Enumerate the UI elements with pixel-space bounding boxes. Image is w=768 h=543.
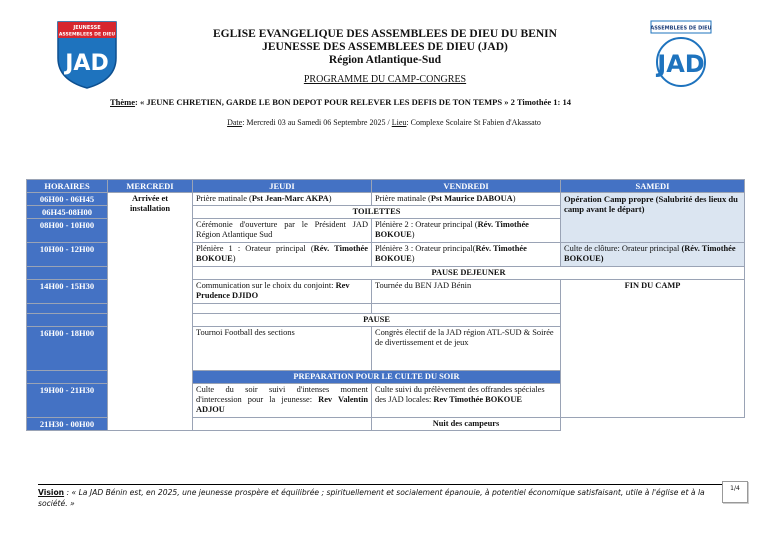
- date-place-line: [0, 118, 768, 127]
- table-row: [27, 193, 745, 206]
- mercredi-arrival-cell: Arrivée et installation: [108, 193, 193, 431]
- time-cell-empty: [27, 314, 108, 327]
- time-cell: 10H00 - 12H00: [27, 243, 108, 267]
- vendredi-congres-cell: Congrès électif de la JAD région ATL-SUD & Soirée de divertissement et de jeux: [372, 327, 561, 371]
- jad-logo-left: [54, 18, 120, 90]
- vision-label: Vision: [38, 488, 65, 497]
- header-church-name: EGLISE EVANGELIQUE DES ASSEMBLEES DE DIEU DU BENIN: [213, 28, 557, 40]
- col-header-mercredi: MERCREDI: [108, 180, 193, 193]
- header-region: Région Atlantique-Sud: [328, 54, 442, 66]
- preparation-cell: PREPARATION POUR LE CULTE DU SOIR: [193, 371, 561, 384]
- vendredi-prayer-cell: Prière matinale (Pst Maurice DABOUA): [372, 193, 561, 206]
- theme-text: : « JEUNE CHRETIEN, GARDE LE BON DEPOT POUR RELEVER LES DEFIS DE TON TEMPS » 2 Timothée 1: 14: [135, 97, 571, 107]
- empty-cell: [193, 304, 372, 314]
- pause-dejeuner-cell: PAUSE DEJEUNER: [193, 267, 745, 280]
- jeudi-prayer-cell: Prière matinale (Pst Jean-Marc AKPA): [193, 193, 372, 206]
- jeudi-communication-cell: Communication sur le choix du conjoint: Rev Prudence DJIDO: [193, 280, 372, 304]
- empty-cell: [372, 304, 561, 314]
- theme-label: Thème: [110, 97, 136, 107]
- header-youth-name: JEUNESSE DES ASSEMBLEES DE DIEU (JAD): [262, 41, 508, 53]
- time-cell: 21H30 - 00H00: [27, 418, 108, 431]
- samedi-operation-cell: Opération Camp propre (Salubrité des lieux du camp avant le départ): [561, 193, 745, 243]
- time-cell-empty: [27, 267, 108, 280]
- col-header-jeudi: JEUDI: [193, 180, 372, 193]
- pause-cell: PAUSE: [193, 314, 561, 327]
- time-cell-empty: [27, 371, 108, 384]
- empty-cell: [193, 418, 372, 431]
- place-text: : Complexe Scolaire St Fabien d'Akassato: [406, 118, 541, 127]
- jeudi-pleniere1-cell: Plénière 1 : Orateur principal (Rév. Timothée BOKOUE): [193, 243, 372, 267]
- svg-text:ASSEMBLEES DE DIEU: ASSEMBLEES DE DIEU: [58, 32, 116, 38]
- time-cell: 14H00 - 15H30: [27, 280, 108, 304]
- date-label: Date: [227, 118, 243, 127]
- jad-logo-right: [648, 18, 714, 90]
- time-cell: 08H00 - 10H00: [27, 219, 108, 243]
- fin-du-camp-cell: FIN DU CAMP: [561, 280, 745, 418]
- samedi-cloture-cell: Culte de clôture: Orateur principal (Rév. Timothée BOKOUE): [561, 243, 745, 267]
- vision-statement: [38, 487, 728, 509]
- time-cell-empty: [27, 304, 108, 314]
- page-title: PROGRAMME DU CAMP-CONGRES: [303, 74, 467, 85]
- svg-text:JEUNESSE: JEUNESSE: [73, 25, 101, 31]
- col-header-samedi: SAMEDI: [561, 180, 745, 193]
- vendredi-tournee-cell: Tournée du BEN JAD Bénin: [372, 280, 561, 304]
- vendredi-culte-cell: Culte suivi du prélèvement des offrandes spéciales des JAD locales: Rev Timothée BOKOUE: [372, 384, 561, 418]
- jeudi-ouverture-cell: Cérémonie d'ouverture par le Président JAD Région Atlantique Sud: [193, 219, 372, 243]
- vendredi-pleniere3-cell: Plénière 3 : Orateur principal(Rév. Timothée BOKOUE): [372, 243, 561, 267]
- toilettes-cell: TOILETTES: [193, 206, 561, 219]
- col-header-horaires: HORAIRES: [27, 180, 108, 193]
- time-cell: 06H00 - 06H45: [27, 193, 108, 206]
- col-header-vendredi: VENDREDI: [372, 180, 561, 193]
- footer-divider: [38, 484, 722, 485]
- program-table: [26, 179, 745, 431]
- theme-line: [110, 97, 670, 107]
- jeudi-culte-cell: Culte du soir suivi d'intenses moment d'intercession pour la jeunesse: Rev Valentin ADJOU: [193, 384, 372, 418]
- svg-text:JAD: JAD: [65, 51, 109, 76]
- svg-text:JAD: JAD: [657, 50, 705, 78]
- nuit-cell: Nuit des campeurs: [372, 418, 561, 431]
- date-text: : Mercredi 03 au Samedi 06 Septembre 2025 /: [242, 118, 392, 127]
- svg-text:ASSEMBLEES DE DIEU: ASSEMBLEES DE DIEU: [650, 25, 712, 32]
- vendredi-pleniere2-cell: Plénière 2 : Orateur principal (Rév. Timothée BOKOUE): [372, 219, 561, 243]
- time-cell: 19H00 - 21H30: [27, 384, 108, 418]
- table-header-row: [27, 180, 745, 193]
- page-number: 1/4: [722, 481, 748, 503]
- place-label: Lieu: [391, 118, 407, 127]
- time-cell: 06H45-08H00: [27, 206, 108, 219]
- time-cell: 16H00 - 18H00: [27, 327, 108, 371]
- jeudi-football-cell: Tournoi Football des sections: [193, 327, 372, 371]
- vision-text: : « La JAD Bénin est, en 2025, une jeunesse prospère et équilibrée ; spirituellement et socialement épanouie, à potentiel économique satisfaisant, utile à l'église et à la société. »: [38, 488, 705, 508]
